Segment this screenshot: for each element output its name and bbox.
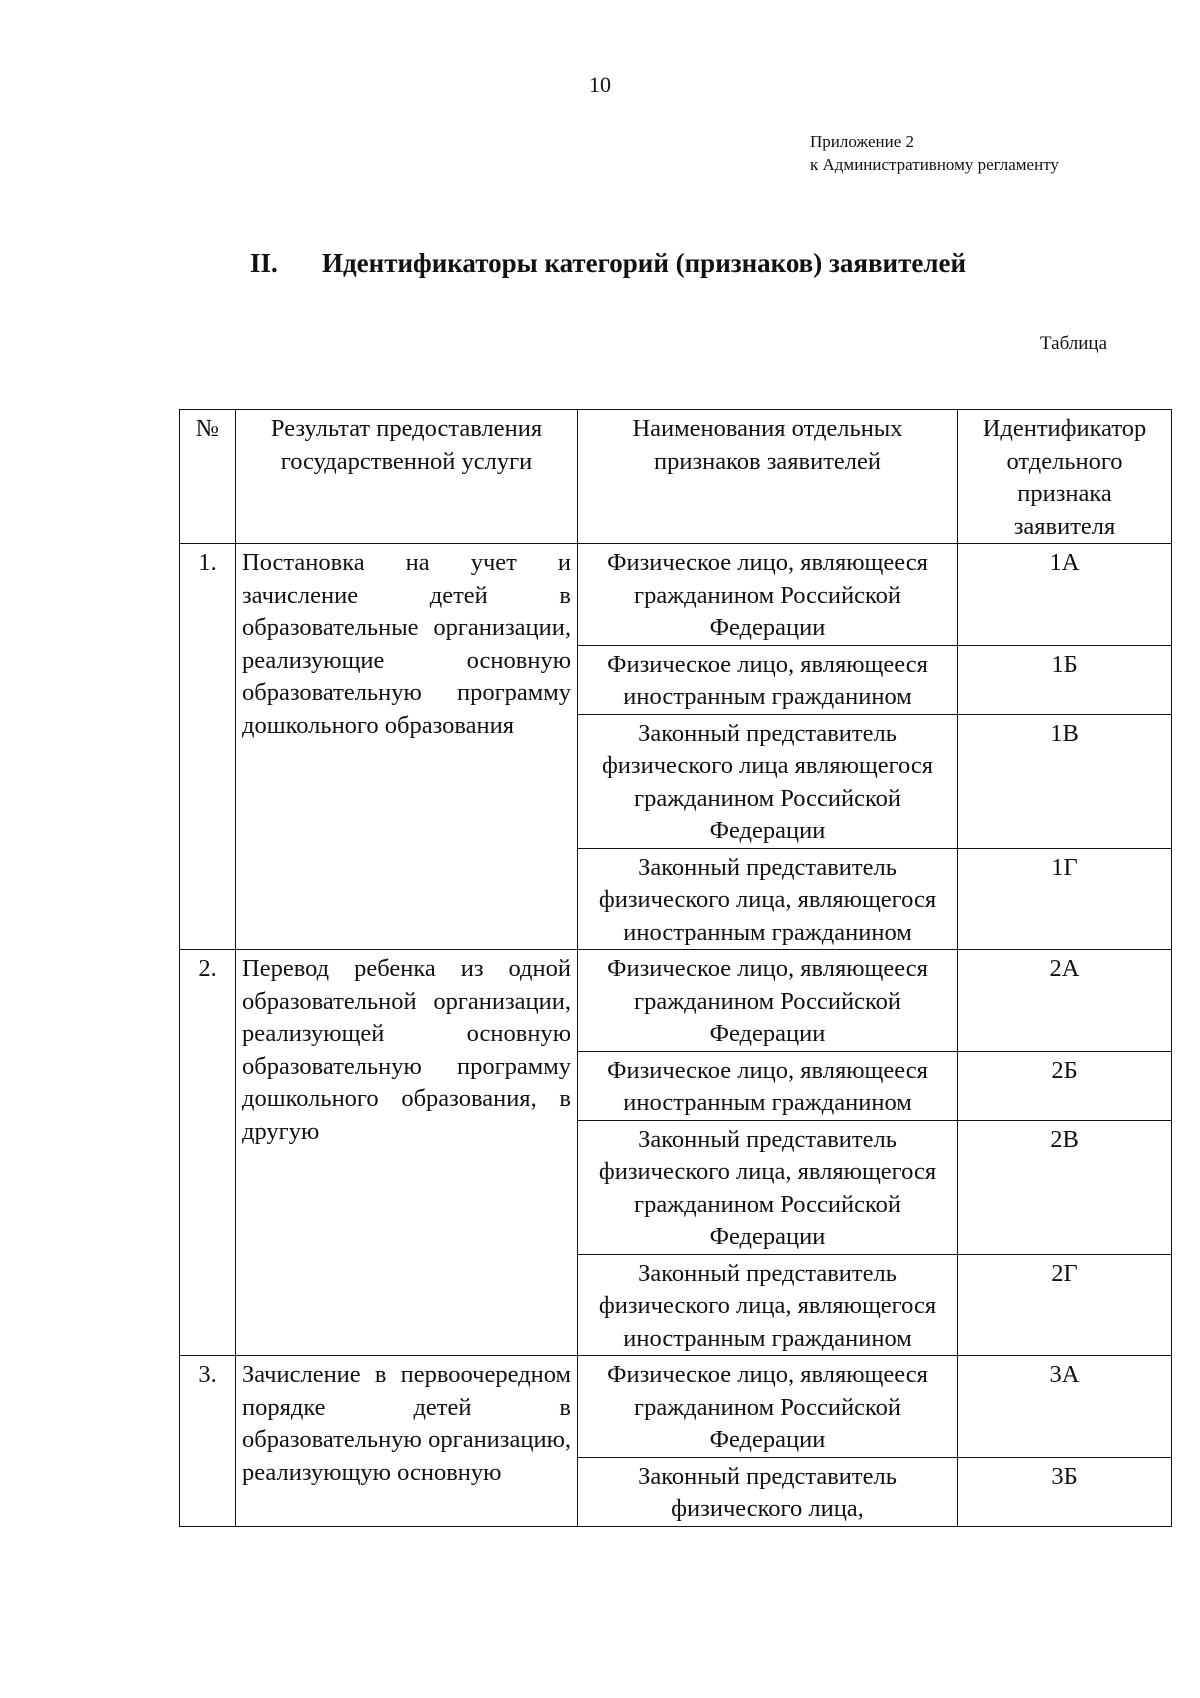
- cell-identifier: 2А: [958, 950, 1172, 1052]
- cell-number: 3.: [180, 1356, 236, 1527]
- header-feature-name: Наименования отдельных признаков заявителей: [578, 410, 958, 544]
- applicant-identifiers-table: [179, 409, 1172, 1527]
- header-number: №: [180, 410, 236, 544]
- section-number: II.: [250, 248, 278, 278]
- table-header-row: [180, 410, 1172, 544]
- cell-identifier: 2Б: [958, 1051, 1172, 1120]
- appendix-line-1: Приложение 2: [810, 132, 914, 151]
- table-body: [180, 544, 1172, 1527]
- header-result: Результат предоставления государственной услуги: [236, 410, 578, 544]
- appendix-line-2: к Административному регламенту: [810, 155, 1059, 174]
- section-heading: Идентификаторы категорий (признаков) заявителей: [322, 248, 967, 278]
- cell-identifier: 1В: [958, 714, 1172, 848]
- cell-identifier: 1Б: [958, 645, 1172, 714]
- cell-feature-name: Законный представитель физического лица являющегося гражданином Российской Федерации: [578, 714, 958, 848]
- cell-service-result: Перевод ребенка из одной образовательной организации, реализующей основную образовательную программу дошкольного образования, в другую: [236, 950, 578, 1356]
- cell-identifier: 3Б: [958, 1457, 1172, 1526]
- cell-feature-name: Законный представитель физического лица,: [578, 1457, 958, 1526]
- cell-feature-name: Законный представитель физического лица, являющегося иностранным гражданином: [578, 1254, 958, 1356]
- cell-service-result: Постановка на учет и зачисление детей в образовательные организации, реализующие основную образовательную программу дошкольного образования: [236, 544, 578, 950]
- table-caption: Таблица: [1040, 333, 1108, 354]
- table-row: [180, 950, 1172, 1052]
- page-number: 10: [589, 72, 611, 97]
- cell-identifier: 2Г: [958, 1254, 1172, 1356]
- table-row: [180, 544, 1172, 646]
- cell-identifier: 1Г: [958, 848, 1172, 950]
- cell-number: 1.: [180, 544, 236, 950]
- cell-identifier: 2В: [958, 1120, 1172, 1254]
- cell-feature-name: Физическое лицо, являющееся гражданином Российской Федерации: [578, 1356, 958, 1458]
- table-row: [180, 1356, 1172, 1458]
- cell-number: 2.: [180, 950, 236, 1356]
- cell-feature-name: Законный представитель физического лица, являющегося иностранным гражданином: [578, 848, 958, 950]
- header-identifier: Идентификатор отдельного признака заявителя: [958, 410, 1172, 544]
- cell-feature-name: Законный представитель физического лица, являющегося гражданином Российской Федерации: [578, 1120, 958, 1254]
- cell-service-result: Зачисление в первоочередном порядке детей в образовательную организацию, реализующую основную: [236, 1356, 578, 1527]
- cell-feature-name: Физическое лицо, являющееся гражданином Российской Федерации: [578, 950, 958, 1052]
- cell-feature-name: Физическое лицо, являющееся иностранным гражданином: [578, 1051, 958, 1120]
- cell-identifier: 1А: [958, 544, 1172, 646]
- cell-identifier: 3А: [958, 1356, 1172, 1458]
- cell-feature-name: Физическое лицо, являющееся иностранным гражданином: [578, 645, 958, 714]
- cell-feature-name: Физическое лицо, являющееся гражданином Российской Федерации: [578, 544, 958, 646]
